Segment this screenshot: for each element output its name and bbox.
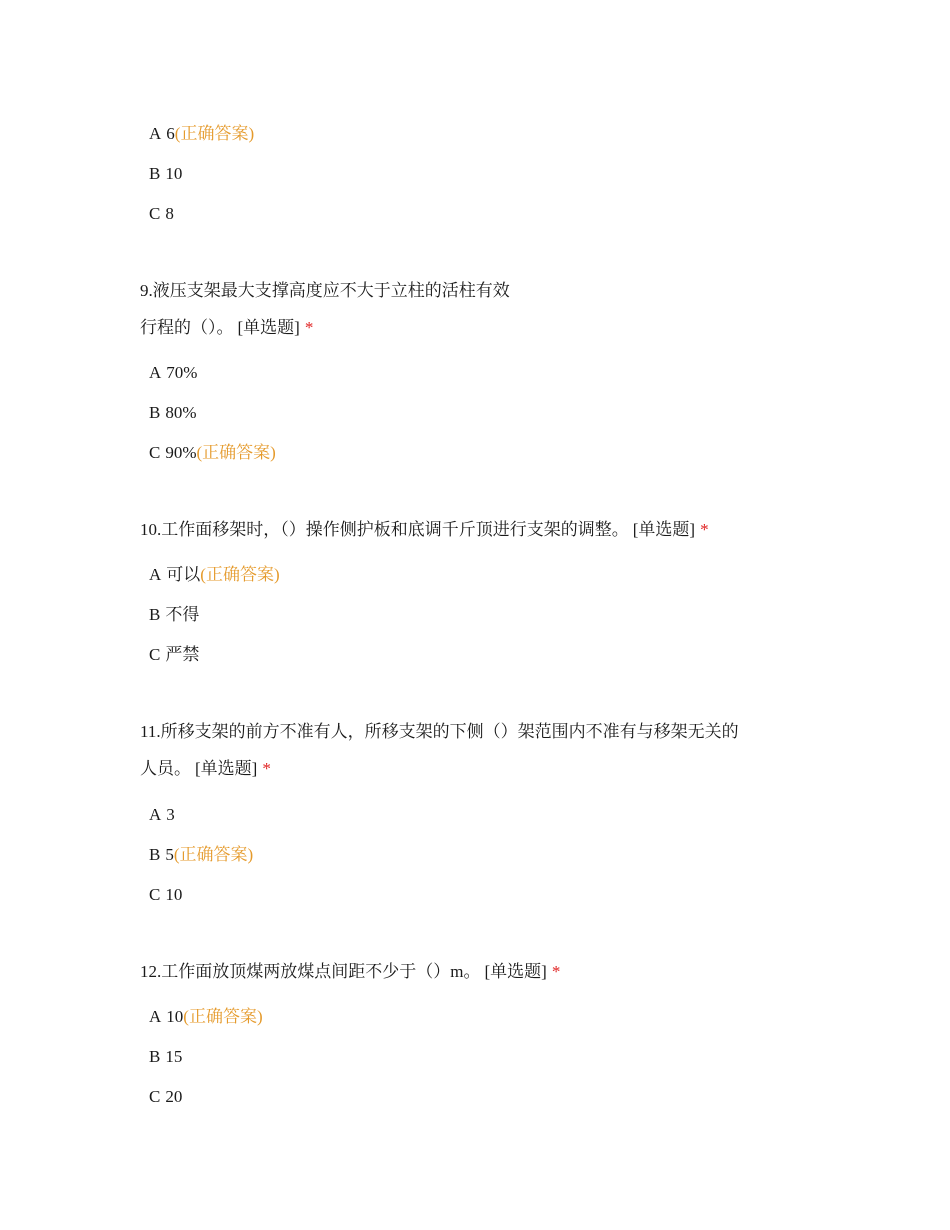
q12-title-line1 (140, 953, 820, 990)
option-letter: A (149, 805, 162, 824)
question-type-tag: [单选题] (195, 759, 258, 778)
q12-option-a[interactable] (149, 1006, 263, 1028)
q10-option-a[interactable] (149, 564, 280, 586)
question-type-tag: [单选题] (484, 962, 547, 981)
option-text: 20 (165, 1087, 183, 1106)
q9-title-line2-text: 行程的（）。 (140, 318, 234, 337)
correct-answer-label: (正确答案) (173, 845, 254, 864)
option-letter: C (149, 204, 161, 223)
q8-option-a[interactable] (149, 123, 254, 145)
option-text: 3 (166, 805, 175, 824)
correct-answer-label: (正确答案) (174, 124, 255, 143)
option-letter: B (149, 403, 161, 422)
option-letter: C (149, 885, 161, 904)
q11-option-b[interactable] (149, 844, 253, 866)
option-letter: A (149, 124, 162, 143)
correct-answer-label: (正确答案) (183, 1007, 263, 1026)
q9-option-c[interactable] (149, 442, 276, 464)
q12-title (140, 953, 820, 990)
question-type-tag: [单选题] (632, 520, 696, 539)
option-text: 90% (165, 443, 197, 462)
option-letter: B (149, 605, 161, 624)
required-marker: * (551, 962, 561, 981)
q10-title-text: 10.工作面移架时，（）操作侧护板和底调千斤顶进行支架的调整。 (140, 520, 629, 539)
option-letter: B (149, 164, 161, 183)
option-text: 10 (166, 1007, 184, 1026)
q11-option-a[interactable] (149, 804, 175, 826)
q10-option-c[interactable] (149, 644, 199, 666)
option-text: 5 (165, 845, 174, 864)
option-letter: B (149, 845, 161, 864)
q8-option-c[interactable] (149, 203, 174, 225)
question-type-tag: [单选题] (237, 318, 300, 337)
option-text: 8 (165, 204, 174, 223)
option-text: 不得 (165, 605, 200, 624)
q10-title (140, 511, 820, 548)
option-text: 70% (166, 363, 198, 382)
q9-title-line1: 9.液压支架最大支撑高度应不大于立柱的活柱有效 (140, 281, 510, 300)
q9-option-b[interactable] (149, 402, 197, 424)
option-letter: C (149, 443, 161, 462)
option-text: 6 (166, 124, 175, 143)
option-text: 10 (165, 885, 183, 904)
required-marker: * (262, 759, 271, 778)
q12-option-c[interactable] (149, 1086, 182, 1108)
required-marker: * (700, 520, 709, 539)
q11-title-line2-text: 人员。 (140, 759, 191, 778)
option-letter: B (149, 1047, 161, 1066)
q11-title-line2 (140, 750, 820, 787)
q12-option-b[interactable] (149, 1046, 182, 1068)
q11-title (140, 713, 820, 787)
q9-option-a[interactable] (149, 362, 197, 384)
correct-answer-label: (正确答案) (196, 443, 276, 462)
option-letter: A (149, 1007, 162, 1026)
required-marker: * (304, 318, 314, 337)
q9-title-line2 (140, 309, 820, 346)
q10-option-b[interactable] (149, 604, 199, 626)
option-text: 严禁 (165, 645, 200, 664)
q11-title-line1: 11.所移支架的前方不准有人，所移支架的下侧（）架范围内不准有与移架无关的 (140, 722, 739, 741)
option-letter: A (149, 363, 162, 382)
option-text: 10 (165, 164, 183, 183)
correct-answer-label: (正确答案) (200, 565, 280, 584)
option-text: 15 (165, 1047, 183, 1066)
option-letter: C (149, 1087, 161, 1106)
q9-title (140, 272, 820, 346)
q8-option-b[interactable] (149, 163, 182, 185)
option-letter: A (149, 565, 162, 584)
q10-title-line1 (140, 511, 820, 548)
option-text: 可以 (166, 565, 201, 584)
option-letter: C (149, 645, 161, 664)
q12-title-text: 12.工作面放顶煤两放煤点间距不少于（）m。 (140, 962, 481, 981)
option-text: 80% (165, 403, 197, 422)
q11-option-c[interactable] (149, 884, 182, 906)
